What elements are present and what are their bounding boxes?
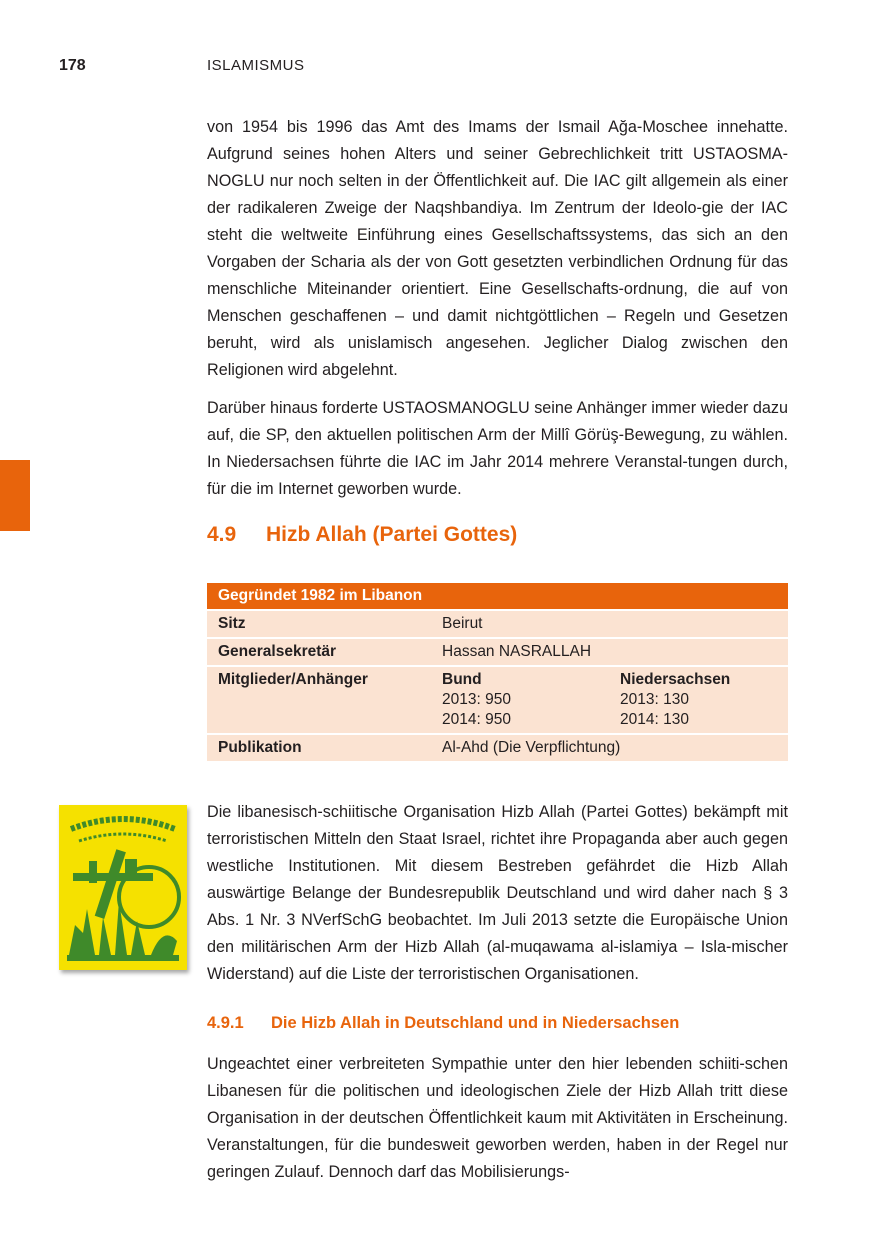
- subsection-heading: [207, 1014, 679, 1033]
- page-number: 178: [59, 57, 86, 74]
- generalsekretaer-label: Generalsekretär: [207, 639, 431, 665]
- hizb-allah-flag-logo: [59, 805, 187, 970]
- publikation-value: Al-Ahd (Die Verpflichtung): [431, 735, 788, 761]
- fact-table: [207, 581, 788, 763]
- sitz-value: Beirut: [431, 611, 788, 637]
- members-label: Mitglieder/Anhänger: [207, 667, 431, 733]
- niedersachsen-2014: 2014: 130: [620, 711, 689, 728]
- bund-2013: 2013: 950: [442, 691, 511, 708]
- chapter-side-tab: [0, 460, 30, 531]
- paragraph-4: Ungeachtet einer verbreiteten Sympathie unter den hier lebenden schiiti-schen Libanesen für die politischen und ideologischen Ziele der Hizb Allah tritt diese Organisation in der deutschen Öffentlichkeit kaum mit Aktivitäten in Erscheinung. Veranstaltungen, für die bundesweit geworben werden, haben in der Regel nur geringen Zulauf. Dennoch darf das Mobilisierungs-: [207, 1055, 788, 1181]
- niedersachsen-2013: 2013: 130: [620, 691, 689, 708]
- paragraph-1: von 1954 bis 1996 das Amt des Imams der Ismail Ağa-Moschee innehatte. Aufgrund seines hohen Alters und seiner Gebrechlichkeit tritt USTAOSMA-NOGLU nur noch selten in der Öffentlichkeit auf. Die IAC gilt allgemein als einer der radikaleren Zweige der Naqshbandiya. Im Zentrum der Ideolo-gie der IAC steht die weltweite Einführung eines Gesellschaftssystems, das sich an den Vorgaben der Scharia als der von Gott gesetzten verbindlichen Ordnung für das menschliche Miteinander orientiert. Eine Gesellschafts-ordnung, die auf von Menschen geschaffenen – und damit nichtgöttlichen – Regeln und Gesetzen beruht, wird als unislamisch angesehen. Jeglicher Dialog zwischen den Religionen wird abgelehnt.: [207, 118, 788, 379]
- running-head: ISLAMISMUS: [207, 57, 305, 74]
- niedersachsen-cell: [609, 667, 788, 733]
- section-heading: [207, 523, 517, 547]
- sitz-label: Sitz: [207, 611, 431, 637]
- table-row: [207, 667, 788, 733]
- fact-table-header: Gegründet 1982 im Libanon: [207, 583, 788, 609]
- generalsekretaer-value: Hassan NASRALLAH: [431, 639, 788, 665]
- section-number: 4.9: [207, 523, 237, 546]
- bund-title: Bund: [442, 671, 482, 688]
- subsection-title: Die Hizb Allah in Deutschland und in Niedersachsen: [271, 1014, 680, 1032]
- bund-cell: [431, 667, 609, 733]
- table-row: [207, 639, 788, 665]
- subsection-number: 4.9.1: [207, 1014, 244, 1032]
- table-row: [207, 611, 788, 637]
- table-row: [207, 735, 788, 761]
- niedersachsen-title: Niedersachsen: [620, 671, 731, 688]
- paragraph-3: Die libanesisch-schiitische Organisation Hizb Allah (Partei Gottes) bekämpft mit terroristischen Mitteln den Staat Israel, richtet ihre Propaganda aber auch gegen westliche Institutionen. Mit diesem Bestreben gefährdet die Hizb Allah auswärtige Belange der Bundesrepublik Deutschland und wird daher nach § 3 Abs. 1 Nr. 3 NVerfSchG beobachtet. Im Juli 2013 setzte die Europäische Union den militärischen Arm der Hizb Allah (al-muqawama al-islamiya – Isla-mischer Widerstand) auf die Liste der terroristischen Organisationen.: [207, 803, 788, 983]
- fact-table-header-row: [207, 583, 788, 609]
- section-title: Hizb Allah (Partei Gottes): [266, 523, 518, 546]
- paragraph-2: Darüber hinaus forderte USTAOSMANOGLU seine Anhänger immer wieder dazu auf, die SP, den aktuellen politischen Arm der Millî Görüş-Bewegung, zu wählen. In Niedersachsen führte die IAC im Jahr 2014 mehrere Veranstal-tungen durch, für die im Internet geworben wurde.: [207, 399, 788, 498]
- publikation-label: Publikation: [207, 735, 431, 761]
- bund-2014: 2014: 950: [442, 711, 511, 728]
